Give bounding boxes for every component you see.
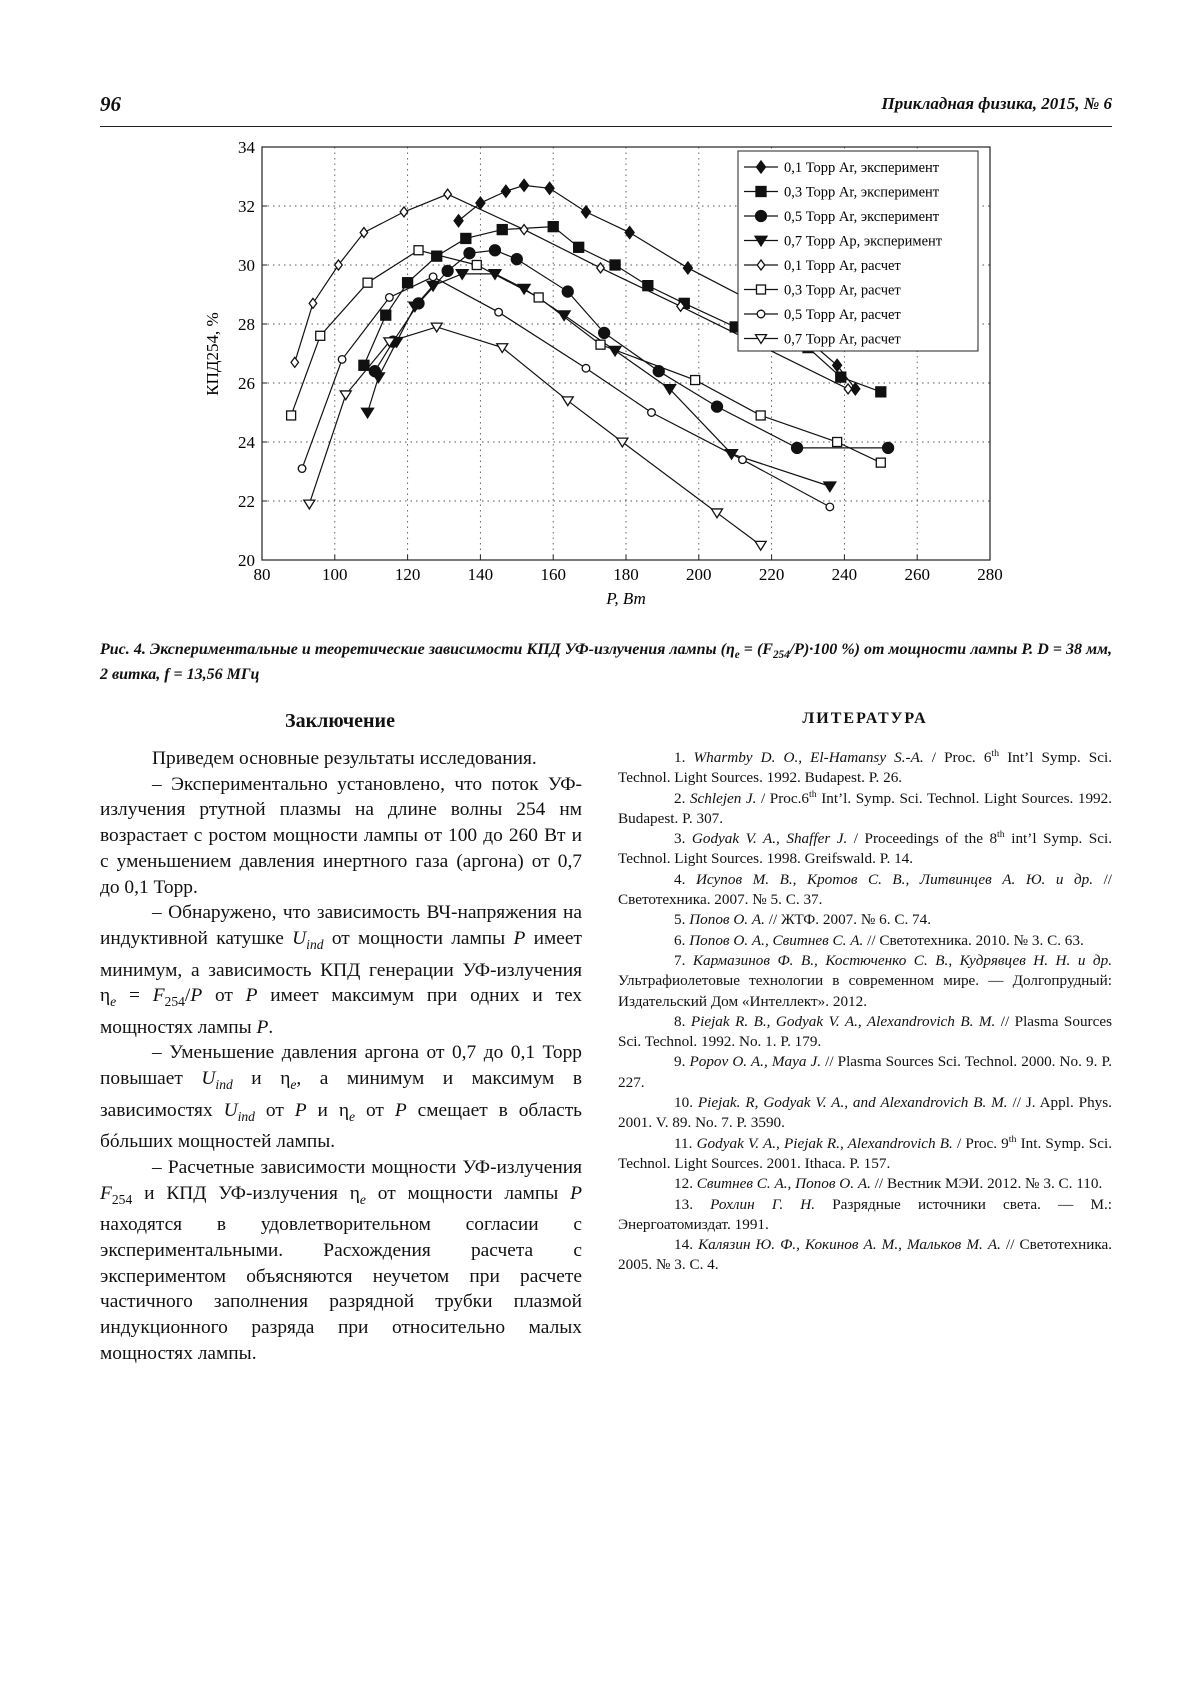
data-point [291, 357, 299, 367]
data-point [876, 458, 885, 467]
symbol-p: P [513, 927, 526, 949]
legend-marker [757, 310, 765, 318]
data-point [755, 541, 766, 550]
reference-num: 10. [674, 1094, 698, 1112]
journal-title: Прикладная физика, 2015, № 6 [881, 94, 1112, 113]
legend-marker [756, 187, 766, 197]
legend-label: 0,3 Торр Ar, эксперимент [784, 184, 940, 201]
text-run: смещает в область бóльших мощностей лампы. [100, 1099, 583, 1153]
reference-authors: Piejak. R, Godyak V. A., and Alexandrovich B. M. [697, 1094, 1008, 1112]
symbol-u: U [201, 1068, 216, 1090]
data-point [472, 261, 481, 270]
reference-num: 6. [674, 931, 690, 949]
x-tick-label: 220 [758, 565, 785, 584]
caption-eta: η [725, 641, 735, 658]
legend-marker [756, 211, 767, 222]
data-point [648, 409, 656, 417]
reference-authors: Калязин Ю. Ф., Кокинов А. М., Мальков М. А. [698, 1236, 1001, 1254]
references-list [618, 748, 1112, 1276]
data-point [826, 503, 834, 511]
text-run: и η [306, 1099, 350, 1121]
text-run: и КПД УФ-излучения η [132, 1182, 360, 1204]
legend-label: 0,1 Торр Ar, эксперимент [784, 160, 940, 176]
reference-rest: // J. Appl. Phys. 2001. V. 89. No. 7. P. 3590. [618, 1094, 1112, 1132]
legend-label: 0,1 Торр Ar, расчет [784, 258, 901, 274]
x-tick-label: 80 [253, 565, 271, 584]
symbol-u: U [292, 927, 307, 949]
reference-sup: th [1008, 1133, 1017, 1145]
data-point [316, 331, 325, 340]
data-point [581, 206, 590, 218]
symbol-f: F [100, 1182, 112, 1204]
y-tick-label: 26 [238, 374, 255, 393]
data-point [844, 384, 852, 394]
data-point [362, 408, 374, 418]
data-point [520, 225, 528, 235]
caption-eta-sub: e [734, 649, 740, 662]
data-point [691, 376, 700, 385]
data-point [596, 340, 605, 349]
text-run: находятся в удовлетворительном согласии с экспериментальными. Расхождения расчета с экспериментом объясняются неучетом при расчете частичного заполнения разрядной трубки плазмой индукционного разряда при относительно малых мощностях лампы. [100, 1214, 582, 1364]
reference-authors: Godyak V. A., Piejak R., Alexandrovich B. [696, 1134, 953, 1152]
reference-rest: // Plasma Sources Sci. Technol. 2000. No. 9. P. 227. [618, 1053, 1112, 1091]
caption-lead: Рис. 4. Экспериментальные и теоретические зависимости КПД УФ-излучения лампы ( [100, 641, 726, 658]
conclusion-paragraph-4 [100, 1040, 582, 1155]
text-run: / [184, 985, 191, 1007]
x-tick-label: 240 [831, 565, 858, 584]
reference-rest: // Plasma Sources Sci. Technol. 1992. No. 1. P. 179. [618, 1012, 1113, 1051]
conclusion-paragraph-5 [100, 1155, 582, 1367]
symbol-sub: e [349, 1108, 356, 1124]
reference-pre: / Proceedings of the 8 [847, 830, 998, 848]
data-point [429, 273, 437, 281]
symbol-p: P [394, 1099, 407, 1121]
data-point [511, 254, 522, 265]
symbol-p: P [256, 1016, 269, 1038]
data-point [454, 215, 463, 227]
data-point [712, 401, 723, 412]
symbol-sub: 254 [111, 1191, 133, 1207]
references-heading: ЛИТЕРАТУРА [802, 710, 928, 727]
reference-authors: Свитнев С. А., Попов О. А. [696, 1175, 871, 1193]
data-point [520, 179, 529, 191]
y-tick-label: 20 [238, 551, 255, 570]
conclusion-paragraph-3 [100, 900, 582, 1040]
text-run: имеет минимум, а зависимость КПД генерации УФ-излучения η [100, 927, 582, 1007]
reference-num: 12. [674, 1175, 697, 1193]
reference-item [618, 1235, 1112, 1276]
y-tick-label: 28 [238, 315, 255, 334]
reference-rest: // ЖТФ. 2007. № 6. С. 74. [764, 911, 932, 929]
reference-item [618, 1012, 1112, 1053]
data-point [683, 262, 692, 274]
reference-item [618, 951, 1112, 1012]
data-point [495, 308, 503, 316]
reference-rest: Int’l. Symp. Sci. Technol. Light Sources. 1992. Budapest. P. 307. [618, 789, 1113, 827]
symbol-sub: e [290, 1077, 297, 1093]
symbol-sub: ind [215, 1077, 233, 1093]
text-run: от [254, 1099, 295, 1121]
conclusion-paragraph-2: – Экспериментально установлено, что поток УФ-излучения ртутной плазмы на длине волны 254 нм возрастает с ростом мощности лампы от 100 до 260 Вт и с уменьшением давления инертного газа (аргона) от 0,7 до 0,1 Торр. [100, 773, 582, 898]
data-point [574, 242, 584, 252]
text-run: = [116, 985, 153, 1007]
y-tick-label: 24 [238, 433, 255, 452]
reference-item [618, 1093, 1112, 1134]
reference-num: 8. [674, 1012, 691, 1030]
data-point [442, 265, 453, 276]
reference-rest: // Вестник МЭИ. 2012. № 3. С. 110. [870, 1175, 1103, 1193]
text-run: от мощности лампы [323, 927, 514, 949]
reference-num: 2. [674, 789, 690, 807]
reference-item [618, 1134, 1112, 1175]
series-line [309, 327, 760, 545]
page-number: 96 [100, 92, 121, 116]
data-point [558, 311, 570, 321]
data-point [833, 438, 842, 447]
data-point [792, 442, 803, 453]
data-point [739, 456, 747, 464]
y-tick-label: 22 [238, 492, 255, 511]
conclusion-heading: Заключение [285, 710, 395, 732]
x-tick-label: 260 [904, 565, 930, 584]
reference-rest: int’l Symp. Sci. Technol. Light Sources. 1998. Greifswald. P. 14. [618, 830, 1112, 868]
reference-num: 13. [674, 1195, 711, 1213]
text-run: от мощности лампы [365, 1182, 571, 1204]
reference-sup: th [997, 829, 1005, 841]
data-point [400, 207, 408, 217]
data-point [712, 509, 723, 518]
data-point [836, 372, 846, 382]
reference-sup: th [809, 788, 817, 800]
data-point [464, 248, 475, 259]
data-point [386, 294, 394, 302]
data-point [476, 197, 485, 209]
reference-pre: / Proc. 9 [952, 1134, 1009, 1152]
legend-label: 0,7 Торр Ар, эксперимент [784, 233, 943, 250]
y-tick-label: 32 [238, 197, 255, 216]
data-point [501, 185, 510, 197]
data-point [298, 465, 306, 473]
symbol-sub: 254 [164, 994, 185, 1010]
text-run: и η [232, 1068, 291, 1090]
text-run: . [268, 1016, 274, 1038]
reference-item [618, 748, 1112, 789]
x-axis-label: P, Вт [606, 589, 646, 608]
data-point [497, 225, 507, 235]
legend-label: 0,5 Торр Ar, расчет [784, 307, 901, 323]
data-point [876, 387, 886, 397]
data-point [414, 246, 423, 255]
data-point [617, 438, 628, 447]
legend-label: 0,5 Торр Ar, эксперимент [784, 209, 940, 225]
symbol-sub: e [110, 994, 117, 1010]
reference-rest: // Светотехника. 2005. № 3. С. 4. [618, 1236, 1113, 1274]
data-point [363, 278, 372, 287]
conclusion-body [100, 746, 582, 1367]
reference-num: 5. [674, 911, 690, 929]
data-point [338, 356, 346, 364]
text-run: – Расчетные зависимости мощности УФ-излучения [152, 1157, 582, 1179]
reference-item [618, 1052, 1112, 1093]
figure-caption [100, 640, 1112, 685]
reference-item [618, 870, 1112, 911]
reference-authors: Godyak V. A., Shaffer J. [691, 830, 848, 848]
x-tick-label: 100 [322, 565, 348, 584]
data-point [534, 293, 543, 302]
data-point [304, 500, 315, 509]
y-tick-label: 30 [238, 256, 255, 275]
text-run: – Обнаружено, что зависимость ВЧ-напряжения на индуктивной катушке [100, 902, 582, 949]
reference-num: 14. [674, 1236, 699, 1254]
data-point [883, 442, 894, 453]
reference-authors: Schlejen J. [689, 789, 757, 807]
text-run: , а минимум и максимум в зависимостях [100, 1068, 582, 1121]
reference-item [618, 931, 1112, 951]
data-point [287, 411, 296, 420]
data-point [599, 327, 610, 338]
reference-authors: Wharmby D. O., El-Hamansy S.-A. [693, 749, 924, 766]
reference-rest: Int’l Symp. Sci. Technol. Light Sources. 1992. Budapest. P. 26. [618, 749, 1112, 787]
reference-num: 7. [674, 951, 693, 969]
reference-authors: Попов О. А., Свитнев С. А. [689, 931, 864, 949]
symbol-p: P [570, 1182, 582, 1204]
reference-rest: // Светотехника. 2010. № 3. С. 63. [863, 931, 1084, 949]
data-point [431, 323, 442, 332]
x-tick-label: 280 [977, 565, 1003, 584]
reference-rest: // Светотехника. 2007. № 5. С. 37. [618, 870, 1113, 909]
x-tick-label: 160 [540, 565, 566, 584]
reference-authors: Исупов М. В., Кротов С. В., Литвинцев А. Ю. и др. [695, 870, 1094, 888]
symbol-p: P [190, 985, 203, 1007]
reference-authors: Кармазинов Ф. В., Костюченко С. В., Кудрявцев Н. Н. и др. [692, 951, 1113, 969]
reference-pre: / Proc. 6 [923, 749, 992, 766]
data-point [582, 364, 590, 372]
data-point [381, 310, 391, 320]
reference-sup: th [991, 747, 1000, 759]
data-point [444, 189, 452, 199]
text-run: – Уменьшение давления аргона от 0,7 до 0,1 Торр повышает [100, 1042, 582, 1090]
reference-num: 4. [674, 870, 696, 888]
reference-item [618, 1174, 1112, 1194]
data-point [548, 222, 558, 232]
caption-mid: = (F [739, 641, 773, 658]
reference-num: 1. [674, 749, 694, 766]
caption-f-sub: 254 [772, 649, 790, 662]
chart-legend [738, 151, 978, 351]
text-run: имеет максимум при одних и тех мощностях лампы [100, 985, 582, 1038]
data-point [562, 286, 573, 297]
legend-label: 0,7 Торр Ar, расчет [784, 331, 901, 348]
data-point [756, 411, 765, 420]
x-tick-label: 120 [394, 565, 421, 584]
data-point [625, 227, 634, 239]
reference-authors: Рохлин Г. Н. [710, 1195, 816, 1213]
reference-item [618, 829, 1112, 870]
reference-item [618, 789, 1112, 830]
symbol-p: P [245, 985, 258, 1007]
data-point [610, 260, 620, 270]
reference-authors: Попов О. А. [689, 911, 765, 929]
reference-authors: Piejak R. B., Godyak V. A., Alexandrovich B. M. [690, 1012, 996, 1030]
legend-label: 0,3 Торр Ar, расчет [784, 282, 901, 299]
reference-rest: Ультрафиолетовые технологии в современном мире. — Долгопрудный: Издательский Дом «Интеллект». 2012. [618, 972, 1112, 1010]
legend-marker [757, 285, 766, 294]
data-point [372, 373, 384, 383]
x-tick-label: 180 [613, 565, 639, 584]
data-point [824, 482, 836, 492]
reference-item [618, 910, 1112, 930]
reference-authors: Popov O. A., Maya J. [689, 1053, 822, 1071]
data-point [597, 263, 605, 273]
efficiency-chart [0, 0, 1200, 640]
reference-rest: Разрядные источники света. — М.: Энергоатомиздат. 1991. [618, 1195, 1112, 1233]
symbol-f: F [152, 985, 165, 1007]
conclusion-paragraph-1: Приведем основные результаты исследования. [152, 748, 537, 769]
reference-num: 9. [674, 1053, 690, 1071]
text-run: от [355, 1099, 395, 1121]
symbol-u: U [223, 1099, 238, 1121]
symbol-sub: ind [237, 1108, 255, 1124]
data-point [461, 233, 471, 243]
reference-item [618, 1195, 1112, 1236]
data-point [545, 182, 554, 194]
text-run: от [202, 985, 246, 1007]
data-point [489, 245, 500, 256]
data-point [340, 391, 351, 400]
x-tick-label: 200 [686, 565, 712, 584]
y-axis-label: КПД254, % [203, 312, 222, 396]
data-point [403, 278, 413, 288]
x-tick-label: 140 [467, 565, 494, 584]
reference-num: 3. [674, 830, 692, 848]
reference-rest: Int. Symp. Sci. Technol. Light Sources. 2001. Ithaca. P. 157. [618, 1134, 1112, 1172]
symbol-sub: e [359, 1191, 366, 1207]
reference-pre: / Proc.6 [756, 789, 809, 807]
caption-tail: /P)·100 %) от мощности лампы P. D = 38 мм, 2 витка, f = 13,56 МГц [100, 641, 1112, 684]
symbol-sub: ind [306, 936, 324, 952]
y-tick-label: 34 [238, 138, 255, 157]
symbol-p: P [294, 1099, 307, 1121]
reference-num: 11. [674, 1134, 697, 1152]
